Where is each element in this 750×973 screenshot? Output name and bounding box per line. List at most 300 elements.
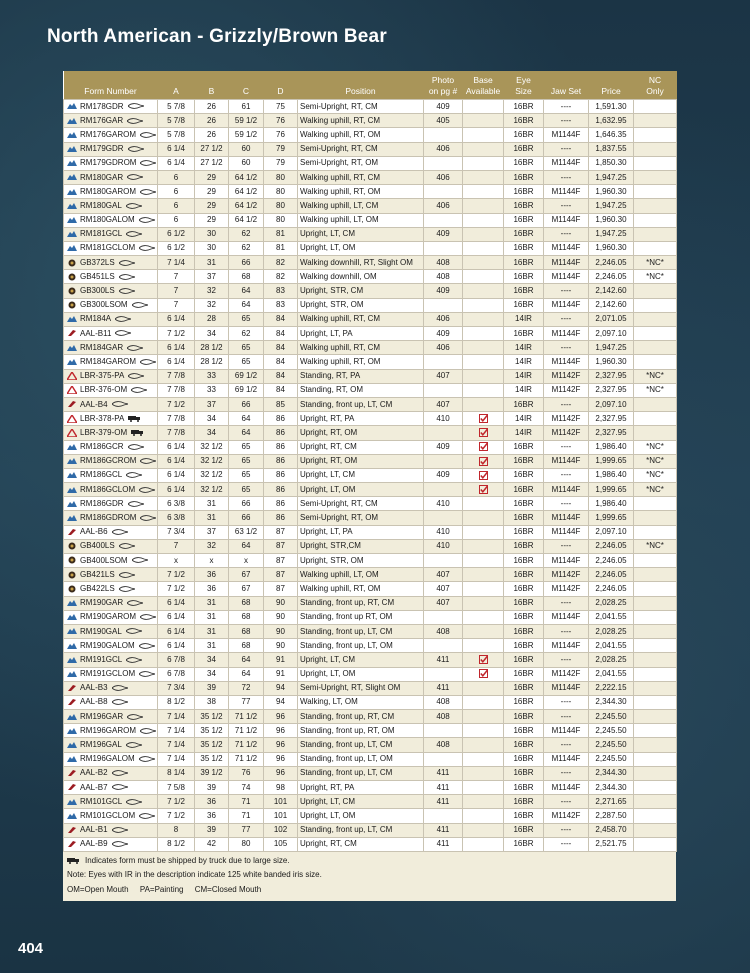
form-shape-icon [139,245,155,251]
cell-position: Standing, RT, OM [298,383,424,397]
cell-eye-size: 14IR [504,312,544,326]
cell-a: 6 3/8 [158,511,195,525]
cell-base-available [463,582,504,596]
lbr-logo-icon [67,372,77,380]
cell-position: Upright, STR, OM [298,298,424,312]
rm-logo-icon [67,131,77,139]
cell-price: 2,521.75 [589,837,634,851]
aal-logo-icon [67,400,77,408]
cell-jaw-set: M1142F [544,667,589,681]
rm-logo-icon [67,812,77,820]
form-number: RM180GALOM [80,215,135,225]
cell-d: 76 [264,114,298,128]
table-row [64,284,677,298]
cell-form-number [64,284,158,298]
cell-jaw-set: ---- [544,653,589,667]
header-eye-size: Eye Size [504,71,544,100]
cell-photo-page: 410 [424,539,463,553]
cell-d: 82 [264,256,298,270]
form-shape-icon [128,103,144,109]
cell-base-available [463,270,504,284]
form-number: AAL-B9 [80,839,108,849]
cell-price: 1,999.65 [589,511,634,525]
cell-position: Upright, RT, OM [298,426,424,440]
cell-jaw-set: ---- [544,440,589,454]
rm-logo-icon [67,173,77,181]
form-number: RM176GAROM [80,129,137,139]
cell-b: 31 [195,511,229,525]
cell-jaw-set: M1144F [544,298,589,312]
cell-eye-size: 16BR [504,653,544,667]
cell-jaw-set: ---- [544,199,589,213]
cell-b: 35 1/2 [195,752,229,766]
rm-logo-icon [67,727,77,735]
cell-b: 34 [195,412,229,426]
cell-nc-only: *NC* [634,369,677,383]
cell-form-number [64,738,158,752]
cell-b: 37 [195,525,229,539]
cell-nc-only [634,412,677,426]
cell-d: 85 [264,397,298,411]
cell-a: 5 7/8 [158,128,195,142]
form-shape-icon [139,217,155,223]
cell-photo-page [424,724,463,738]
cell-jaw-set: ---- [544,397,589,411]
aal-logo-icon [67,840,77,848]
cell-eye-size: 16BR [504,809,544,823]
cell-jaw-set: M1144F [544,454,589,468]
cell-photo-page: 407 [424,369,463,383]
cell-d: 80 [264,213,298,227]
cell-a: 7 1/2 [158,397,195,411]
form-shape-icon [115,330,131,336]
cell-nc-only [634,525,677,539]
cell-jaw-set: M1144F [544,639,589,653]
cell-price: 1,960.30 [589,241,634,255]
cell-form-number [64,114,158,128]
cell-nc-only [634,695,677,709]
cell-position: Walking downhill, RT, Slight OM [298,256,424,270]
table-row [64,738,677,752]
form-shape-icon [139,813,155,819]
cell-photo-page: 411 [424,823,463,837]
cell-form-number [64,185,158,199]
cell-price: 2,327.95 [589,383,634,397]
cell-c: 66 [229,397,264,411]
cell-price: 2,246.05 [589,256,634,270]
cell-jaw-set: ---- [544,170,589,184]
cell-jaw-set: ---- [544,341,589,355]
header-photo: Photo on pg # [424,71,463,100]
cell-position: Walking uphill, RT, CM [298,114,424,128]
aal-logo-icon [67,698,77,706]
cell-form-number [64,667,158,681]
cell-price: 2,041.55 [589,639,634,653]
cell-photo-page: 409 [424,227,463,241]
cell-b: 32 [195,298,229,312]
rm-logo-icon [67,244,77,252]
cell-c: 67 [229,568,264,582]
cell-d: 79 [264,156,298,170]
lbr-logo-icon [67,415,77,423]
cell-b: 32 1/2 [195,454,229,468]
cell-a: 6 1/4 [158,483,195,497]
cell-nc-only [634,241,677,255]
header-jaw-set: Jaw Set [544,71,589,100]
cell-form-number [64,170,158,184]
cell-photo-page: 411 [424,781,463,795]
cell-base-available [463,199,504,213]
rm-logo-icon [67,599,77,607]
cell-d: 84 [264,341,298,355]
form-shape-icon [140,614,156,620]
cell-a: 6 1/4 [158,610,195,624]
cell-b: 28 1/2 [195,355,229,369]
cell-price: 1,947.25 [589,341,634,355]
cell-price: 1,999.65 [589,454,634,468]
form-shape-icon [131,387,147,393]
cell-d: 86 [264,440,298,454]
cell-d: 98 [264,781,298,795]
cell-a: 7 1/4 [158,738,195,752]
cell-price: 2,041.55 [589,610,634,624]
aal-logo-icon [67,826,77,834]
cell-price: 2,246.05 [589,582,634,596]
cell-a: 7 [158,270,195,284]
cell-position: Walking uphill, RT, OM [298,128,424,142]
form-number: RM196GALOM [80,754,135,764]
cell-form-number [64,369,158,383]
cell-c: 60 [229,142,264,156]
cell-c: 74 [229,781,264,795]
cell-d: 86 [264,468,298,482]
rm-logo-icon [67,514,77,522]
cell-d: 96 [264,752,298,766]
cell-eye-size: 14IR [504,412,544,426]
cell-jaw-set: ---- [544,539,589,553]
cell-c: 68 [229,639,264,653]
form-shape-icon [119,586,135,592]
rm-logo-icon [67,145,77,153]
cell-position: Upright, RT, PA [298,781,424,795]
cell-price: 2,041.55 [589,667,634,681]
form-number: RM186GCL [80,470,123,480]
cell-jaw-set: M1144F [544,355,589,369]
cell-base-available [463,809,504,823]
cell-jaw-set: M1144F [544,270,589,284]
header-c: C [229,71,264,100]
cell-form-number [64,213,158,227]
form-number: RM196GAL [80,740,122,750]
cell-d: 86 [264,412,298,426]
cell-base-available [463,511,504,525]
cell-a: 6 1/4 [158,454,195,468]
cell-form-number [64,156,158,170]
cell-price: 1,960.30 [589,213,634,227]
cell-form-number [64,610,158,624]
form-number: AAL-B3 [80,683,108,693]
form-number: GB400LS [80,541,115,551]
header-a: A [158,71,195,100]
gb-logo-icon [67,571,77,579]
cell-eye-size: 16BR [504,397,544,411]
cell-price: 2,028.25 [589,653,634,667]
cell-position: Upright, RT, OM [298,454,424,468]
cell-jaw-set: ---- [544,710,589,724]
cell-a: 8 1/2 [158,837,195,851]
form-number: RM191GCL [80,654,123,664]
cell-form-number [64,312,158,326]
rm-logo-icon [67,798,77,806]
cell-photo-page: 411 [424,837,463,851]
cell-base-available [463,525,504,539]
cell-price: 1,986.40 [589,497,634,511]
form-shape-icon [132,302,148,308]
form-shape-icon [126,742,142,748]
table-row [64,383,677,397]
cell-nc-only [634,653,677,667]
page-number: 404 [18,940,44,957]
cell-d: 87 [264,582,298,596]
notes-section [63,852,676,902]
form-number: RM179GDROM [80,158,137,168]
cell-photo-page: 409 [424,284,463,298]
cell-price: 1,837.55 [589,142,634,156]
form-shape-icon [112,401,128,407]
cell-form-number [64,525,158,539]
cell-c: 62 [229,227,264,241]
cell-a: 8 [158,823,195,837]
cell-position: Walking downhill, OM [298,270,424,284]
cell-base-available [463,781,504,795]
cell-eye-size: 16BR [504,781,544,795]
cell-base-available [463,355,504,369]
cell-b: 26 [195,128,229,142]
cell-photo-page: 407 [424,596,463,610]
cell-photo-page [424,128,463,142]
form-shape-icon [115,316,131,322]
cell-d: 80 [264,185,298,199]
cell-base-available [463,298,504,312]
form-shape-icon [126,628,142,634]
form-shape-icon [140,458,156,464]
cell-c: 77 [229,695,264,709]
table-row [64,795,677,809]
cell-form-number [64,397,158,411]
form-number: RM190GAR [80,598,124,608]
cell-position: Standing, front up, LT, OM [298,752,424,766]
cell-form-number [64,256,158,270]
cell-eye-size: 16BR [504,256,544,270]
cell-jaw-set: M1144F [544,781,589,795]
cell-c: 76 [229,766,264,780]
cell-a: 6 [158,170,195,184]
table-row [64,695,677,709]
form-number: AAL-B11 [80,328,112,338]
form-number: LBR-375-PA [80,371,125,381]
cell-photo-page: 409 [424,468,463,482]
cell-jaw-set: M1144F [544,610,589,624]
cell-a: 7 1/2 [158,795,195,809]
rm-logo-icon [67,642,77,650]
form-shape-icon [128,373,144,379]
cell-nc-only [634,497,677,511]
cell-a: 8 1/2 [158,695,195,709]
cell-nc-only: *NC* [634,468,677,482]
cell-jaw-set: ---- [544,695,589,709]
rm-logo-icon [67,188,77,196]
cell-base-available [463,596,504,610]
cell-photo-page: 411 [424,653,463,667]
aal-logo-icon [67,684,77,692]
cell-d: 87 [264,554,298,568]
cell-eye-size: 16BR [504,766,544,780]
rm-logo-icon [67,713,77,721]
cell-jaw-set: ---- [544,142,589,156]
cell-base-available [463,383,504,397]
cell-b: 36 [195,795,229,809]
cell-d: 84 [264,355,298,369]
cell-position: Standing, front up RT, OM [298,610,424,624]
form-number: AAL-B7 [80,782,108,792]
form-shape-icon [128,444,144,450]
cell-eye-size: 16BR [504,837,544,851]
form-shape-icon [140,132,156,138]
cell-jaw-set: M1142F [544,369,589,383]
cell-position: Standing, RT, PA [298,369,424,383]
form-number: GB300LS [80,286,115,296]
form-number: GB400LSOM [80,555,128,565]
cell-position: Upright, STR,CM [298,539,424,553]
form-shape-icon [112,841,128,847]
aal-logo-icon [67,769,77,777]
cell-nc-only [634,667,677,681]
cell-c: 65 [229,312,264,326]
cell-b: 38 [195,695,229,709]
cell-nc-only [634,568,677,582]
cell-form-number [64,781,158,795]
cell-form-number [64,355,158,369]
cell-c: 71 [229,795,264,809]
table-row [64,511,677,525]
cell-a: 7 1/2 [158,568,195,582]
form-number: RM181GCLOM [80,243,136,253]
table-row [64,610,677,624]
checkmark-icon [479,457,488,466]
cell-b: 34 [195,653,229,667]
cell-eye-size: 16BR [504,170,544,184]
cell-c: 59 1/2 [229,128,264,142]
cell-position: Upright, RT, PA [298,412,424,426]
cell-jaw-set: M1144F [544,752,589,766]
form-shape-icon [140,728,156,734]
cell-c: 66 [229,497,264,511]
truck-note: Indicates form must be shipped by truck due to large size. [67,854,672,869]
cell-b: 34 [195,327,229,341]
header-base-available: Base Available [463,71,504,100]
cell-a: 6 1/4 [158,341,195,355]
form-shape-icon [126,231,142,237]
cell-base-available [463,213,504,227]
cell-position: Walking uphill, RT, OM [298,355,424,369]
cell-eye-size: 16BR [504,497,544,511]
cell-b: 33 [195,383,229,397]
cell-jaw-set: M1144F [544,185,589,199]
cell-price: 2,246.05 [589,568,634,582]
cell-a: 5 7/8 [158,114,195,128]
cell-jaw-set: ---- [544,823,589,837]
cell-a: 6 1/4 [158,639,195,653]
form-number: RM190GAROM [80,612,137,622]
cell-base-available [463,227,504,241]
header-price: Price [589,71,634,100]
table-row [64,639,677,653]
cell-position: Upright, LT, OM [298,483,424,497]
form-number: AAL-B6 [80,527,108,537]
cell-form-number [64,539,158,553]
cell-b: 33 [195,369,229,383]
cell-c: 67 [229,582,264,596]
cell-position: Walking uphill, RT, CM [298,341,424,355]
cell-d: 102 [264,823,298,837]
cell-c: 65 [229,440,264,454]
cell-photo-page [424,554,463,568]
form-shape-icon [119,288,135,294]
cell-base-available [463,710,504,724]
cell-price: 2,142.60 [589,298,634,312]
cell-price: 1,646.35 [589,128,634,142]
table-row [64,128,677,142]
rm-logo-icon [67,344,77,352]
form-shape-icon [112,529,128,535]
rm-logo-icon [67,443,77,451]
cell-c: 68 [229,624,264,638]
form-number: RM190GALOM [80,640,135,650]
rm-logo-icon [67,216,77,224]
cell-b: 26 [195,114,229,128]
cell-a: 6 1/4 [158,624,195,638]
form-shape-icon [127,714,143,720]
cell-d: 87 [264,568,298,582]
cell-eye-size: 16BR [504,695,544,709]
cell-form-number [64,795,158,809]
cell-price: 2,245.50 [589,724,634,738]
cell-position: Walking uphill, RT, OM [298,582,424,596]
cell-photo-page: 408 [424,624,463,638]
table-row [64,468,677,482]
cell-form-number [64,724,158,738]
cell-b: 31 [195,256,229,270]
cell-a: 7 [158,284,195,298]
cell-nc-only [634,156,677,170]
cell-position: Semi-Upright, RT, Slight OM [298,681,424,695]
cell-base-available [463,752,504,766]
cell-d: 83 [264,298,298,312]
cell-jaw-set: ---- [544,497,589,511]
cell-base-available [463,369,504,383]
cell-c: 77 [229,823,264,837]
cell-b: 29 [195,199,229,213]
cell-price: 1,947.25 [589,227,634,241]
cell-base-available [463,256,504,270]
form-number: RM184GAROM [80,356,137,366]
cell-base-available [463,681,504,695]
cell-d: 81 [264,241,298,255]
form-shape-icon [119,543,135,549]
cell-position: Semi-Upright, RT, CM [298,100,424,114]
cell-b: 37 [195,270,229,284]
cell-b: 36 [195,809,229,823]
